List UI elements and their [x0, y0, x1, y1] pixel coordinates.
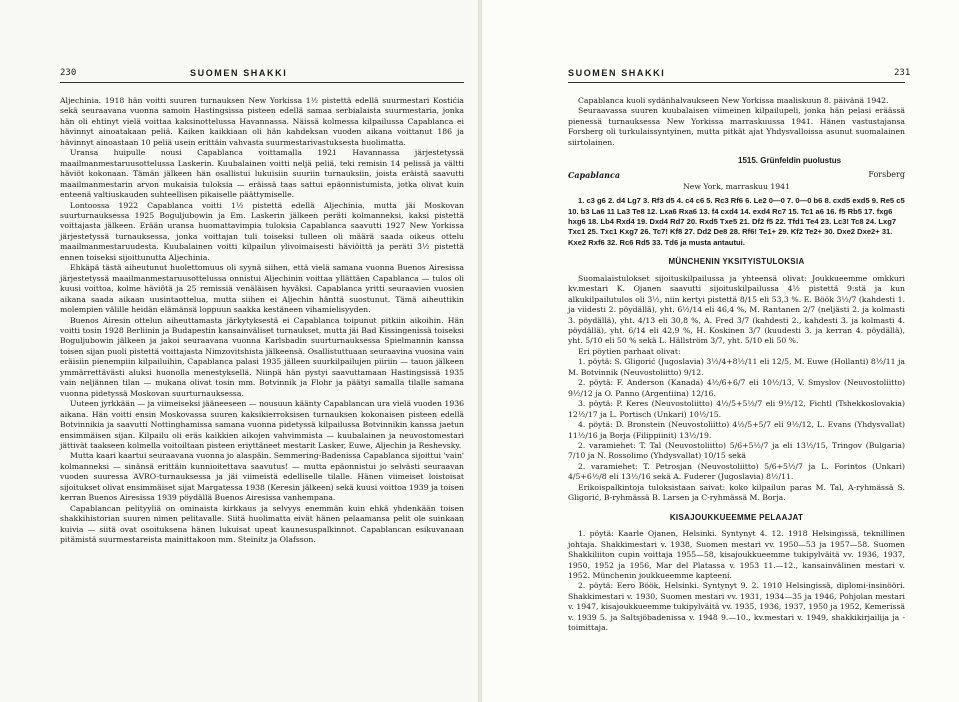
paragraph: Suomalaistulokset sijoituskilpailussa ja yhteensä olivat: Joukkueemme omkkuri kv.mestari K. Ojanen saavutti sijoituskilpailussa 4½ pistettä 9:stä ja kun alkukilpailutulos oli 3½, niin kertyi pistettä 8/15 eli 53,3 %. E. Böök 3½/7 (kahdesti 1. ja viidesti 2. pöydällä), yht. 6½/14 eli 46,4 %, M. Rantanen 2/7 (neljästi 2. ja kolmasti 3. pöydällä), yht. 4/13 eli 30,8 %, A. Fred 3/7 (kahdesti 2., kahdesti 3. ja kolmasti 4. pöydällä), yht. 6/14 eli 42,9 %, H. Koskinen 3/7 (kuudesti 3. ja kerran 4. pöydällä), yht. 5/10 eli 50 % sekä L. Hällström 3/7, yht. 5/10 eli 50 %.	[568, 273, 905, 346]
game-title: 1515. Grünfeldin puolustus	[738, 156, 842, 166]
game-header	[568, 156, 905, 192]
paragraph: Aljechinia. 1918 hän voitti suuren turnauksen New Yorkissa 1½ pistettä edellä suurmestari Kostićia sekä seuraavana vuonna samoin Hastingsissa pisteen edellä samaa serbialaista suurmestaria, jonka hän oli ehtinyt vielä voittaa kaksinottelussa Havannassa. Näissä kolmessa kilpailussa Capablanca ei hävinnyt ainoatakaan peliä. Kaiken kaikkiaan oli hän kahdeksan vuoden aikana voittanut 186 ja hävinnyt ainoastaan 10 peliä usein erittäin vahvasta suurmestarivastuksesta huolimatta.	[60, 96, 464, 147]
result-line: Erikoispalkintoja tuloksistaan saivat: koko kilpailun paras M. Tal, A-ryhmässä S. Gligorić, B-ryhmässä B. Larsen ja C-ryhmässä M. Borja.	[568, 482, 905, 503]
paragraph: Capablancan pelityyliä on ominaista kirkkaus ja selvyys enemmän kuin ehkä yhdenkään toisen shakkihistorian suuren nimen pelitavalle. Siitä huolimatta eivät hänen pelaamansa pelit ole suinkaan kuivia — siitä ovat osoituksena hänen lukuisat upeat kaunesuspalkinnot. Capablancan esikuvanaan pitämistä suurmestareista mainittakoon mm. Steinitz ja Olafsson.	[60, 503, 464, 545]
page-number-left: 230	[60, 68, 77, 78]
left-page	[0, 0, 478, 702]
right-body-text	[568, 96, 905, 634]
paragraph: Mutta kaari kaartui seuraavana vuonna jo alaspäin. Semmering-Badenissa Capablanca sijoittui 'vain' kolmanneksi — sinänsä erittäin kunnioitettava saavutus! — mutta epäonnistui jo selvästi seuraavan vuoden suuressa AVRO-turnauksessa ja jäi viimeistä edelliselle tilalle. Hänen viimeiset loistoisat sijoitukset olivat ensimmäiset sijat Margatessa 1938 (Keresin jälkeen) sekä kuusi voittoa 1939 ja toisen kerran Buenos Airesissa 1939 pöydällä Buenos Airesissa vanhempana.	[60, 451, 465, 503]
player-entry: 1. pöytä: Kaarle Ojanen, Helsinki. Syntynyt 4. 12. 1918 Helsingissä, teknillinen johtaja. Shakkimestari v. 1938, Suomen mestari vv. 1950—53 ja 1957—58. Suomen Shakkiliiton cupin voittaja 1955—58, kisajoukkueemme tukipylväitä vv. 1936, 1937, 1950, 1952 ja 1956, Mar del Platassa v. 1953 11.—12., kansainvälinen mestari v. 1952. Münchenin joukkueemme kapteeni.	[568, 529, 905, 580]
paragraph: Lontoossa 1922 Capablanca voitti 1½ pistettä edellä Aljechinia, mutta jäi Moskovan suurturnauksessa 1925 Boguljubowin ja Em. Laskerin jälkeen peräti kolmanneksi, kaksi pistettä voittajasta jälkeen. Erään uransa huomattavimpia tuloksia Capablanca saavutti 1927 New Yorkissa järjestetyssä turnauksessa, jonka voittajan tuli toiseksi tulleen oli määrä saada oikeus ottelu maailmanmestaruudesta. Kuubalainen voitti kilpailun ylivoimaisesti häviöittä ja peräti 3½ pistettä ennen toiseksi sijoittunutta Aljechinia.	[60, 200, 464, 262]
left-body-text	[60, 96, 464, 545]
section-title: KISAJOUKKUEEMME PELAAJAT	[669, 512, 804, 522]
header-rule-left	[60, 82, 464, 83]
paragraph: Capablanca kuoli sydänhalvaukseen New Yorkissa maaliskuun 8. päivänä 1942.	[578, 96, 889, 105]
header-rule-right	[568, 82, 905, 83]
result-line: 2. pöytä: F. Anderson (Kanada) 4½/6+6/7 eli 10½/13, V. Smyslov (Neuvostoliitto) 9½/12 ja O. Panno (Argentiina) 12/16.	[568, 378, 905, 398]
result-line: 1. pöytä: S. Gligorić (Jugoslavia) 3½/4+8½/11 eli 12/5, M. Euwe (Hollanti) 8½/11 ja M. Botvinnik (Neuvostoliitto) 9/12.	[568, 357, 905, 377]
running-head-left: SUOMEN SHAKKI	[190, 68, 288, 78]
game-moves: 1. c3 g6 2. d4 Lg7 3. Rf3 d5 4. c4 c6 5. Rc3 Rf6 6. Le2 0—0 7. 0—0 b6 8. cxd5 exd5 9. Re5 c5 10. b3 La6 11 La3 Te8 12. Lxa6 Rxa6 13. f4 cxd4 14. exd4 Rc7 15. Tc1 a6 16. f5 Rb5 17. fxg6 hxg6 18. Lb4 Rxd4 19. Dxd4 Rd7 20. Rxd5 Txe5 21. Df2 f5 22. Tfd1 Te4 23. Lc3! Tc8 24. Lxg7 Txc1 25. Txc1 Kxg7 26. Tc7! Kf8 27. Dd2 De8 28. Rf6! Te1+ 29. Kf2 Te2+ 30. Dxe2 Dxe2+ 31. Kxe2 Rxf6 32. Rc6 Rd5 33. Td6 ja musta antautui.	[568, 196, 905, 247]
white-player: Capablanca	[568, 170, 621, 181]
right-page	[482, 0, 959, 702]
running-head-right: SUOMEN SHAKKI	[568, 68, 666, 78]
result-line: 2. varamiehet: T. Tal (Neuvostoliitto) 5/6+5½/7 ja eli 13½/15, Tringov (Bulgaria) 7/10 ja N. Rossolimo (Yhdysvallat) 10/15 sekä	[568, 441, 905, 461]
result-line: 2. varamiehet: T. Petrosjan (Neuvostoliitto) 5/6+5½/7 ja L. Forintos (Unkari) 4/5+6½/8 eli 13½/16 sekä A. Fuderer (Jugoslavia) 8½/11.	[568, 461, 905, 482]
page-number-right: 231	[894, 68, 911, 78]
player-entry: 2. pöytä: Eero Böök, Helsinki. Syntynyt 9. 2. 1910 Helsingissä, diplomi-insinööri. Shakkimestari v. 1930, Suomen mestari vv. 1931, 1934—35 ja 1946, Pohjolan mestari v. 1947, kisajoukkueemme tukipylväitä vv. 1935, 1936, 1937, 1950 ja 1952, Kemerissä v. 1939 5. ja Saltsjöbadenissa v. 1948 9.—10., kv.mestari v. 1949, shakkikirjailija ja -toimittaja.	[568, 581, 905, 633]
paragraph: Uuteen jyrkkään — ja viimeiseksi jääneeseen — nousuun käänty Capablancan ura vielä vuoden 1936 aikana. Hän voitti ensin Moskovassa suuren kaksikierroksisen turnauksen kokonaisen pisteen edellä Botvinnikia ja saavutti Nottinghamissa samana vuonna pidetyssä kilpailussa Botvinnikin kanssa jaetun ensimmäisen sijan. Kilpailu oli eräs kaikkien aikojen vahvimmista — kuubalainen ja neuvostomestari jättivät taakseen kolmella voitoiltaan pisteen eriyttäneet mestarit Lasker, Euwe, Aljechin ja Reshevsky.	[60, 399, 464, 450]
paragraph: Buenos Airesin ottelun aiheuttamasta järkytyksestä ei Capablanca toipunut pitkiin aikoihin. Hän voitti tosin 1928 Berliinin ja Budapestin kansainväliset turnaukset, mutta jäi Bad Kissingenissä toiseksi Boguljubowin jälkeen ja jakoi seuraavana vuonna Karlsbadin suurturnauksessa Spielmannin kanssa toisen sijan puoli pistettä voittajasta Nimzovitshista jälkeensä. Osallistuttuaan seuraavina vuosina vain eräisiin pienempiin kilpailuihin, Capablanca palasi 1935 jälleen suurkilpailujen piiriin — tauon jälkeen ymmärrettävästi aluksi huonolla menestyksellä. Niinpä hän pystyi saavuttamaan Hastingsissä 1935 vain neljännen tilan — mukana olivat tosin mm. Botvinnik ja Flohr ja päätyi samalla tilalle samana vuonna pidetyssä Moskovan suurturnauksessa.	[60, 315, 464, 398]
result-line: 3. pöytä: P. Keres (Neuvostoliitto) 4½/5+5½/7 eli 9½/12, Fichtl (Tshekkoslovakia) 12½/17 ja L. Portisch (Unkari) 10½/15.	[568, 399, 905, 419]
section-title: MÜNCHENIN YKSITYISTULOKSIA	[668, 257, 805, 267]
paragraph: Eri pöytien parhaat olivat:	[578, 346, 681, 356]
game-place: New York, marraskuu 1941	[683, 182, 790, 192]
paragraph: Ehkäpä tästä aiheutunut huolettomuus oli syynä siihen, että vielä samana vuonna Buenos Airesissa järjestetyssä maailmanmestaruusottelussa onnistui Aljechinin voittaa yllättäen Capablanca — tulos oli kuusi voittoa, kolme häviötä ja 25 remissiä venäläisen hyväksi. Capablanca yritti seuraavien vuosien aikana saada aikaan uusintaottelua, mutta siihen ei Aljechin hänttä suostunut. Tämä aiheuttikin molempien välille heidän elämänsä loppuun saakka kestäneen vihamielisyyden.	[60, 263, 464, 315]
black-player: Forsberg	[868, 170, 905, 180]
paragraph: Uransa huipulle nousi Capablanca voittamalla 1921 Havannassa järjestetyssä maailmanmestaruusottelussa Laskerin. Kuubalainen voitti neljä peliä, teki remisin 14 pelissä ja vältti häviöt kokonaan. Tämän jälkeen hän osallistui lukuisiin suuriin turnauksiin, joista eräistä saavutti maailmanmestarin arvon mukaisia tuloksia — eräissä taas sattui epäonnistumista, jotka olivat kuin enteenä valtiuskauden suhteellisen pikaiselle päättymiselle.	[60, 148, 464, 200]
result-line: 4. pöytä: D. Bronstein (Neuvostoliitto) 4½/5+5/7 eli 9½/12, L. Evans (Yhdysvallat) 11½/16 ja Borja (Filippiinit) 13½/19.	[568, 420, 905, 440]
paragraph: Seuraavassa suuren kuubalaisen viimeinen kilpailupeli, jonka hän pelasi eräässä pienessä turnauksessa New Yorkissa marraskuussa 1941. Hänen vastustajansa Forsberg oli turkulaissyntyinen, mutta pitkät ajat Yhdysvalloissa asunut suomalainen siirtolainen.	[568, 106, 905, 147]
